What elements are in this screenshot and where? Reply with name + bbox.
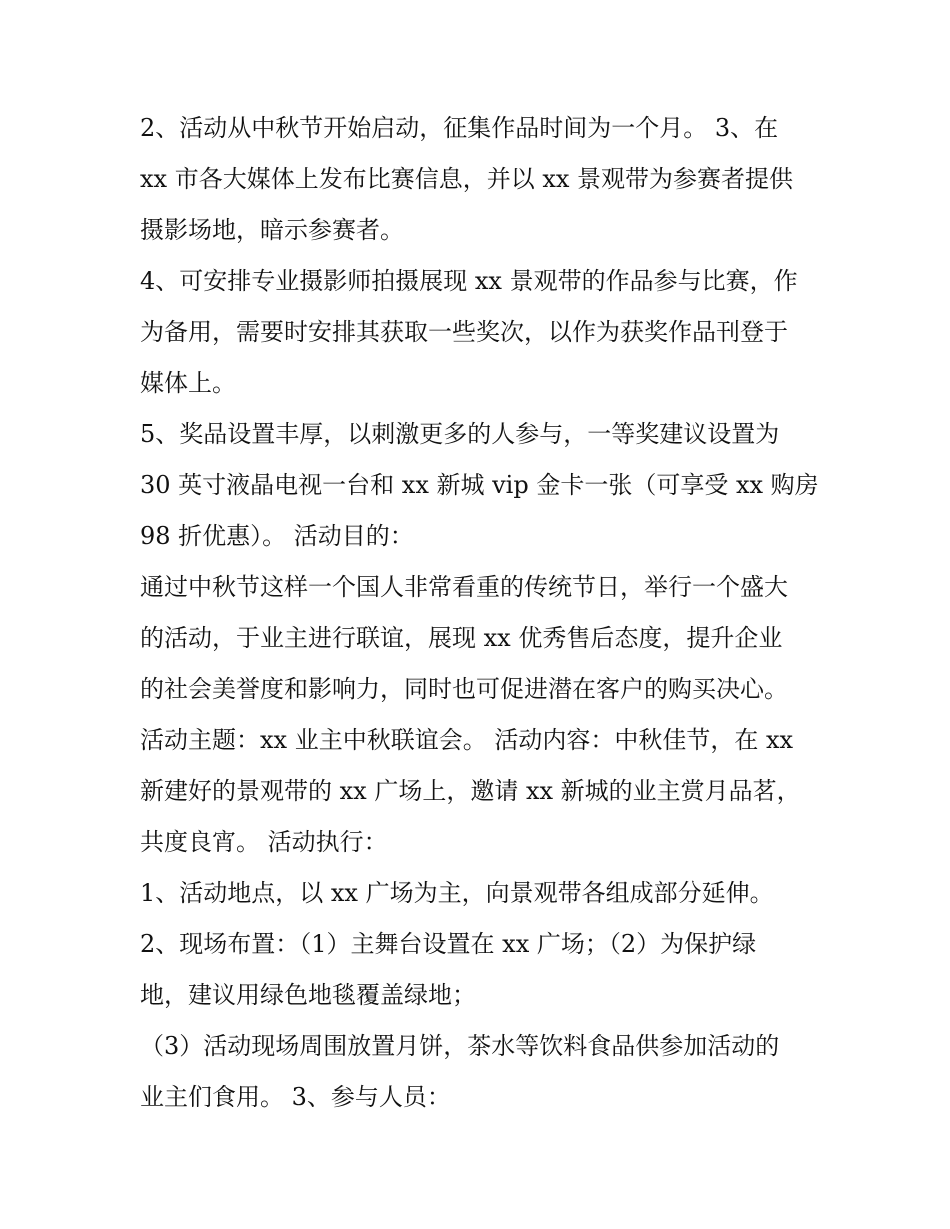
text-line: 共度良宵。 活动执行： (140, 828, 388, 856)
text-line: 地，建议用绿色地毯覆盖绿地； (140, 981, 476, 1009)
text-line: （3）活动现场周围放置月饼，茶水等饮料食品供参加活动的 (140, 1032, 780, 1060)
text-line: 30 英寸液晶电视一台和 xx 新城 vip 金卡一张（可享受 xx 购房 (140, 471, 819, 499)
text-line: 2、活动从中秋节开始启动，征集作品时间为一个月。 3、在 (140, 114, 779, 142)
text-line: 98 折优惠）。 活动目的： (140, 522, 414, 550)
text-line: 新建好的景观带的 xx 广场上，邀请 xx 新城的业主赏月品茗， (140, 777, 801, 805)
text-line: 通过中秋节这样一个国人非常看重的传统节日，举行一个盛大 (140, 573, 788, 601)
text-line: 2、现场布置：（1）主舞台设置在 xx 广场；（2）为保护绿 (140, 930, 757, 958)
document-body (140, 103, 830, 1123)
text-line: 的活动，于业主进行联谊，展现 xx 优秀售后态度，提升企业 (140, 624, 783, 652)
text-line: 业主们食用。 3、参与人员： (140, 1083, 451, 1111)
text-line: 5、奖品设置丰厚，以刺激更多的人参与，一等奖建议设置为 (140, 420, 780, 448)
text-line: 1、活动地点，以 xx 广场为主，向景观带各组成部分延伸。 (140, 879, 774, 907)
text-line: 为备用，需要时安排其获取一些奖次，以作为获奖作品刊登于 (140, 318, 788, 346)
text-line: 媒体上。 (140, 369, 236, 397)
text-line: xx 市各大媒体上发布比赛信息，并以 xx 景观带为参赛者提供 (140, 165, 794, 193)
text-line: 摄影场地，暗示参赛者。 (140, 216, 404, 244)
text-line: 的社会美誉度和影响力，同时也可促进潜在客户的购买决心。 (140, 675, 788, 703)
text-line: 4、可安排专业摄影师拍摄展现 xx 景观带的作品参与比赛，作 (140, 267, 798, 295)
text-line: 活动主题：xx 业主中秋联谊会。 活动内容：中秋佳节，在 xx (140, 726, 794, 754)
